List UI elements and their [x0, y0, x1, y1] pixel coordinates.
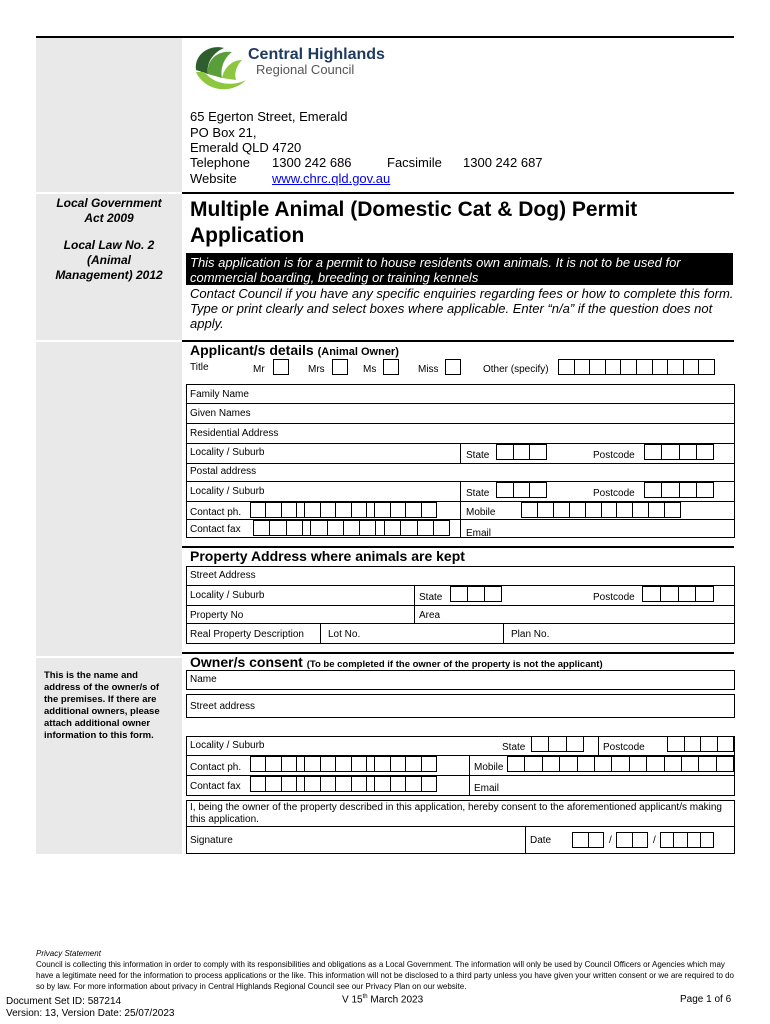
date-label: Date — [530, 835, 552, 846]
website-link[interactable]: www.chrc.qld.gov.au — [272, 171, 391, 186]
residential-label: Residential Address — [190, 428, 279, 439]
other-label: Other (specify) — [483, 364, 549, 375]
postal-label: Postal address — [190, 466, 257, 477]
act-label: Local Government Act 2009 — [56, 196, 162, 225]
org-name: Central Highlands — [248, 46, 385, 63]
property-postcode-label: Postcode — [593, 592, 635, 603]
other-specify-field[interactable] — [558, 359, 715, 375]
postcode-label: Postcode — [593, 450, 635, 461]
property-state-label: State — [419, 592, 443, 603]
mr-label: Mr — [253, 364, 265, 375]
postal-state-label: State — [466, 488, 490, 499]
property-heading: Property Address where animals are kept — [190, 548, 465, 564]
privacy-text: Council is collecting this information in order to comply with its responsibilities and obligations as a Local Government. The information will only be used by Council Officers or Agencies which may have a legitimate need for the information to process applications or the like. This information will not be disclosed to a third party unless you have given your written consent or we are required to do so by law. For more information about privacy in Central Highlands Regional Council see our Privacy Plan on our website. — [36, 960, 735, 991]
date-month-field[interactable] — [616, 832, 648, 848]
street-address-row[interactable] — [186, 566, 735, 586]
divider — [598, 736, 599, 756]
property-state-field[interactable] — [450, 586, 502, 602]
mrs-checkbox[interactable] — [332, 359, 348, 375]
title-label: Title — [190, 362, 209, 373]
locality-label: Locality / Suburb — [190, 447, 265, 458]
property-no-label: Property No — [190, 610, 244, 621]
owner-fax-label: Contact fax — [190, 781, 241, 792]
intro-text: Contact Council if you have any specific enquiries regarding fees or how to complete this form. Type or print clearly and select boxes where applicable. Enter “n/a” if the question does not apply. — [190, 286, 734, 331]
owner-postcode-field[interactable] — [667, 736, 734, 752]
property-no-row[interactable] — [186, 606, 735, 624]
area-label: Area — [419, 610, 441, 621]
sidebar-panel-applicant — [36, 342, 182, 656]
org-subname: Regional Council — [256, 62, 355, 77]
owner-contact-ph-field[interactable] — [250, 756, 437, 772]
email-label: Email — [466, 528, 492, 539]
website-label: Website — [190, 171, 237, 186]
family-name-row[interactable] — [186, 384, 735, 404]
document-id: Document Set ID: 587214 — [6, 996, 122, 1007]
owner-side-note: This is the name and address of the owner/s of the premises. If there are additional owners, please attach additional owner information to this form. — [44, 670, 160, 741]
privacy-statement — [36, 948, 736, 992]
address-line3: Emerald QLD 4720 — [190, 140, 302, 155]
mr-checkbox[interactable] — [273, 359, 289, 375]
owner-name-row[interactable] — [186, 670, 735, 690]
divider — [320, 624, 321, 644]
property-locality-label: Locality / Suburb — [190, 590, 265, 601]
miss-checkbox[interactable] — [445, 359, 461, 375]
telephone-value: 1300 242 686 — [272, 155, 352, 170]
owner-locality-row[interactable] — [186, 736, 735, 756]
state-field[interactable] — [496, 444, 547, 460]
sidebar-panel-top — [36, 36, 182, 192]
privacy-heading: Privacy Statement — [36, 949, 101, 958]
version-line: Version: 13, Version Date: 25/07/2023 — [6, 1008, 175, 1019]
owner-locality-label: Locality / Suburb — [190, 740, 265, 751]
lot-label: Lot No. — [328, 629, 361, 640]
rpd-label: Real Property Description — [190, 629, 304, 640]
ms-label: Ms — [363, 364, 377, 375]
property-postcode-field[interactable] — [642, 586, 714, 602]
divider — [460, 444, 461, 464]
owner-mobile-field[interactable] — [507, 756, 734, 772]
owner-mobile-label: Mobile — [474, 762, 504, 773]
date-year-field[interactable] — [660, 832, 714, 848]
council-logo-icon — [190, 42, 248, 100]
contact-ph-label: Contact ph. — [190, 507, 242, 518]
notice-banner: This application is for a permit to house residents own animals. It is not to be used for commercial boarding, breeding or training kennels — [186, 253, 733, 285]
street-address-label: Street Address — [190, 570, 256, 581]
consent-text: I, being the owner of the property described in this application, hereby consent to the aforementioned applicant/s making this application. — [190, 802, 722, 825]
plan-label: Plan No. — [511, 629, 550, 640]
address-line1: 65 Egerton Street, Emerald — [190, 109, 348, 124]
postal-postcode-label: Postcode — [593, 488, 635, 499]
address-line2: PO Box 21, — [190, 125, 257, 140]
page-title: Multiple Animal (Domestic Cat & Dog) Permit Application — [190, 198, 638, 247]
postal-postcode-field[interactable] — [644, 482, 714, 498]
ms-checkbox[interactable] — [383, 359, 399, 375]
date-slash-2: / — [653, 835, 656, 846]
owner-heading: Owner/s consent (To be completed if the owner of the property is not the applicant) — [190, 654, 603, 670]
law-label: Local Law No. 2 (Animal Management) 2012 — [55, 238, 163, 282]
date-day-field[interactable] — [572, 832, 604, 848]
top-rule — [36, 36, 734, 38]
family-name-label: Family Name — [190, 389, 249, 400]
postal-state-field[interactable] — [496, 482, 547, 498]
header-rule — [182, 192, 734, 194]
fax-value: 1300 242 687 — [463, 155, 543, 170]
divider — [503, 624, 504, 644]
divider — [460, 482, 461, 502]
version: V 15th March 2023 — [342, 994, 424, 1006]
signature-label: Signature — [190, 835, 233, 846]
telephone-label: Telephone — [190, 155, 250, 170]
mobile-label: Mobile — [466, 507, 496, 518]
owner-contact-ph-label: Contact ph. — [190, 762, 242, 773]
fax-label: Facsimile — [387, 155, 442, 170]
divider — [525, 826, 526, 854]
owner-email-label: Email — [474, 783, 500, 794]
contact-ph-field[interactable] — [250, 502, 437, 518]
owner-street-row[interactable] — [186, 694, 735, 718]
postal-locality-label: Locality / Suburb — [190, 486, 265, 497]
applicant-heading: Applicant/s details (Animal Owner) — [190, 342, 399, 358]
state-label: State — [466, 450, 490, 461]
given-names-label: Given Names — [190, 408, 251, 419]
miss-label: Miss — [418, 364, 439, 375]
mobile-field[interactable] — [521, 502, 681, 518]
owner-postcode-label: Postcode — [603, 742, 645, 753]
page-number: Page 1 of 6 — [680, 994, 732, 1005]
date-slash-1: / — [609, 835, 612, 846]
contact-fax-field[interactable] — [253, 520, 450, 536]
owner-state-field[interactable] — [531, 736, 584, 752]
postcode-field[interactable] — [644, 444, 714, 460]
owner-name-label: Name — [190, 674, 217, 685]
owner-street-label: Street address — [190, 701, 256, 712]
owner-fax-field[interactable] — [250, 776, 437, 792]
owner-state-label: State — [502, 742, 526, 753]
mrs-label: Mrs — [308, 364, 325, 375]
contact-fax-label: Contact fax — [190, 524, 241, 535]
postal-row[interactable] — [186, 464, 735, 482]
given-names-row[interactable] — [186, 404, 735, 424]
